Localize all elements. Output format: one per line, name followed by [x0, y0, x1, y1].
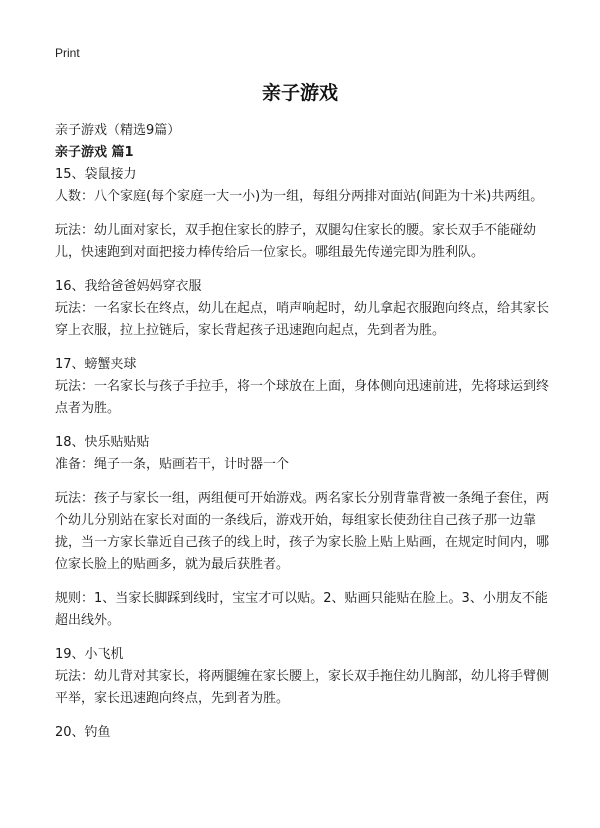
section-heading: 亲子游戏 篇1	[55, 145, 134, 160]
paragraph: 玩法：幼儿面对家长，双手抱住家长的脖子，双腿勾住家长的腰。家长双手不能碰幼儿，快速跑到对面把接力棒传给后一位家长。哪组最先传递完即为胜利队。	[55, 223, 537, 260]
page-title: 亲子游戏	[261, 82, 338, 104]
paragraph: 玩法：一名家长与孩子手拉手，将一个球放在上面，身体侧向迅速前进，先将球运到终点者为胜。	[55, 379, 550, 416]
paragraph: 人数：八个家庭(每个家庭一大一小)为一组，每组分两排对面站(间距为十米)共两组。	[55, 189, 544, 204]
game-heading-18: 18、快乐贴贴贴	[55, 435, 150, 450]
game-heading-15: 15、袋鼠接力	[55, 167, 137, 182]
game-heading-17: 17、螃蟹夹球	[55, 357, 137, 372]
game-heading-19: 19、小飞机	[55, 647, 124, 662]
print-label: Print	[55, 46, 80, 60]
game-heading-20: 20、钓鱼	[55, 725, 111, 740]
document-body	[55, 120, 550, 744]
paragraph: 玩法：幼儿背对其家长，将两腿缠在家长腰上，家长双手拖住幼儿胸部，幼儿将手臂侧平举，家长迅速跑向终点，先到者为胜。	[55, 669, 550, 706]
game-heading-16: 16、我给爸爸妈妈穿衣服	[55, 279, 202, 294]
paragraph: 准备：绳子一条，贴画若干，计时器一个	[55, 457, 290, 472]
document-subtitle: 亲子游戏（精选9篇）	[55, 123, 181, 138]
paragraph: 规则：1、当家长脚踩到线时，宝宝才可以贴。2、贴画只能贴在脸上。3、小朋友不能超出线外。	[55, 591, 548, 628]
paragraph: 玩法：一名家长在终点，幼儿在起点，哨声响起时，幼儿拿起衣服跑向终点，给其家长穿上衣服，拉上拉链后，家长背起孩子迅速跑向起点，先到者为胜。	[55, 301, 550, 338]
paragraph: 玩法：孩子与家长一组，两组便可开始游戏。两名家长分别背靠背被一条绳子套住，两个幼儿分别站在家长对面的一条线后，游戏开始，每组家长使劲往自己孩子那一边靠拢，当一方家长靠近自己孩子的线上时，孩子为家长脸上贴上贴画，在规定时间内，哪位家长脸上的贴画多，就为最后获胜者。	[55, 491, 550, 572]
